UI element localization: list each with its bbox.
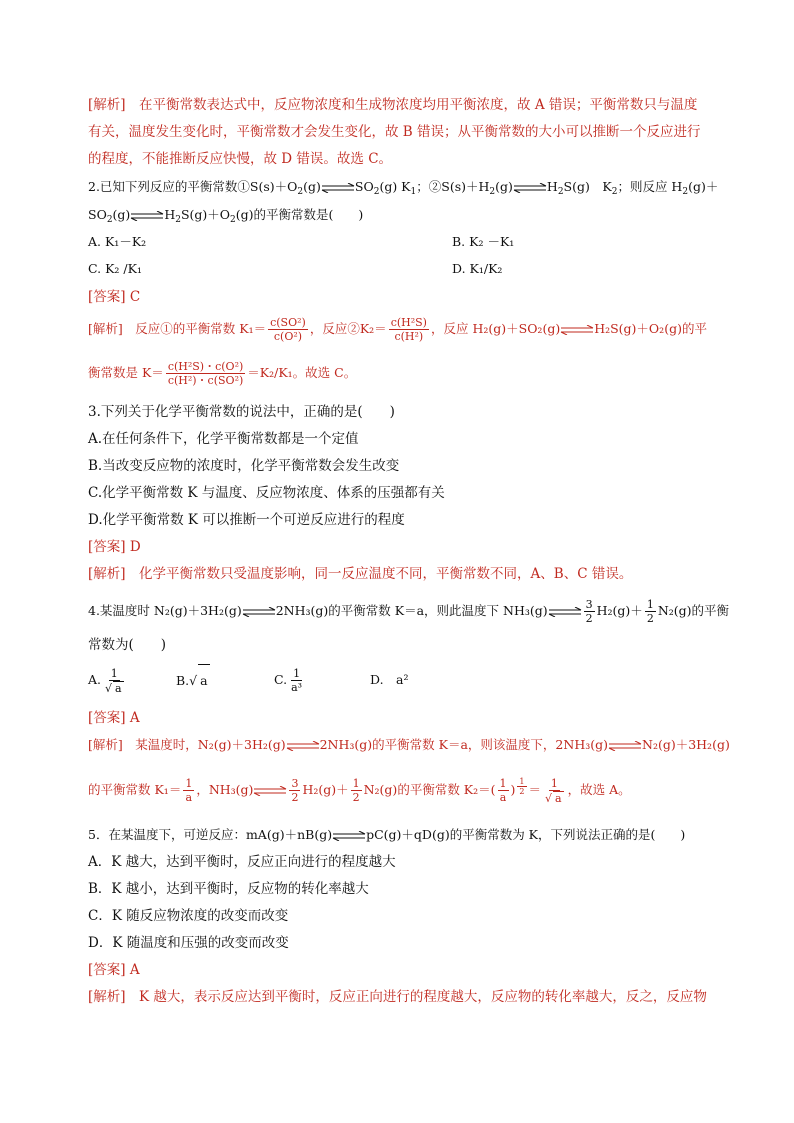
question-3-stem: 3.下列关于化学平衡常数的说法中，正确的是( )	[88, 404, 395, 420]
option-d: D. a²	[370, 672, 409, 687]
question-4-answer: [答案] A	[88, 710, 140, 726]
option-d: D. K₁/K₂	[452, 261, 503, 276]
question-2-options-row-1	[88, 233, 728, 251]
question-5-option-a: A．K 越大，达到平衡时，反应正向进行的程度越大	[88, 854, 396, 870]
option-b: B.√ a	[176, 664, 210, 697]
option-a: A. $\frac{1}{√ a}$	[88, 666, 122, 695]
question-3-option-b: B.当改变反应物的浓度时，化学平衡常数会发生改变	[88, 458, 400, 474]
question-5-answer: [答案] A	[88, 962, 140, 978]
fraction: $\frac{\text{c(H²S)・c(O²)}}{\text{c(H²)・c(SO²)}}$	[167, 360, 244, 387]
question-2-options-row-2	[88, 260, 728, 278]
question-4-stem-line-1: 4.某温度时 N₂(g)＋3H₂(g) 2NH₃(g)的平衡常数 K＝a，则此温度下 NH₃(g) $\frac{3}{2}$ H₂(g)＋ $\frac{1}{2}$ N₂(g)的平衡	[88, 598, 730, 625]
question-5-analysis: [解析] K 越大，表示反应达到平衡时，反应正向进行的程度越大，反应物的转化率越大，反之，反应物	[88, 989, 707, 1005]
equilibrium-arrow-icon	[332, 831, 366, 841]
equilibrium-arrow-icon	[242, 607, 276, 617]
equilibrium-arrow-icon	[548, 607, 582, 617]
question-4-analysis-line-2: 的平衡常数 K₁＝ $\frac{1}{a}$ ，NH₃(g) $\frac{3}{2}$ H₂(g)＋ $\frac{1}{2}$ N₂(g)的平衡常数 K₂＝( $\frac{1}{a}$ ) $^{\frac{1}{2}}$ ＝ $\frac{1}{√ a}$ ，故选 A。	[88, 776, 631, 805]
question-5-option-c: C．K 随反应物浓度的改变而改变	[88, 908, 289, 924]
equilibrium-arrow-icon	[560, 325, 594, 335]
equilibrium-arrow-icon	[513, 183, 547, 193]
option-c: C. $\frac{1}{\text{a³}}$	[274, 667, 303, 694]
fraction: $\frac{3}{2}$	[585, 598, 593, 625]
question-3-option-d: D.化学平衡常数 K 可以推断一个可逆反应进行的程度	[88, 512, 405, 528]
equilibrium-arrow-icon	[130, 211, 164, 221]
option-a: A. K₁－K₂	[88, 234, 147, 249]
equilibrium-arrow-icon	[253, 786, 287, 796]
equilibrium-arrow-icon	[321, 183, 355, 193]
fraction: $\frac{\text{c(H²S)}}{\text{c(H²)}}$	[390, 316, 427, 343]
option-b: B. K₂ －K₁	[452, 234, 515, 249]
question-4-analysis-line-1: [解析] 某温度时，N₂(g)＋3H₂(g) 2NH₃(g)的平衡常数 K＝a，则该温度下，2NH₃(g) N₂(g)＋3H₂(g)	[88, 737, 730, 752]
question-2-stem-line-1: 2.已知下列反应的平衡常数$①S(s)+O_2(g)$ $SO_2(g)$ $K_1$；$②S(s)+H_2(g)$ $H_2S(g)$ $K_2$；则反应 $H_2(g)+$	[88, 179, 719, 197]
question-5-option-d: D．K 随温度和压强的改变而改变	[88, 935, 289, 951]
analysis-1-line-1: [解析] 在平衡常数表达式中，反应物浓度和生成物浓度均用平衡浓度，故 A 错误；平衡常数只与温度	[88, 97, 698, 113]
analysis-tag: [解析]	[88, 97, 126, 113]
question-2-analysis-line-2: 衡常数是 K＝ $\frac{\text{c(H²S)・c(O²)}}{\text{c(H²)・c(SO²)}}$ ＝K₂/K₁。故选 C。	[88, 360, 357, 387]
question-4-stem-line-2: 常数为( )	[88, 637, 167, 653]
question-4-options	[88, 664, 728, 696]
question-3-answer: [答案] D	[88, 539, 141, 555]
option-c: C. K₂ /K₁	[88, 261, 142, 276]
question-5-stem: 5．在某温度下，可逆反应：mA(g)＋nB(g) pC(g)＋qD(g)的平衡常数为 K，下列说法正确的是( )	[88, 827, 686, 842]
question-2-analysis-line-1: [解析] 反应①的平衡常数 K₁＝ $\frac{\text{c(SO²)}}{\text{c(O²)}}$ ，反应②K₂＝ $\frac{\text{c(H²S)}}{\text{c(H²)}}$ ，反应 H₂(g)＋SO₂(g) H₂S(g)＋O₂(g)的平	[88, 316, 707, 343]
question-2-answer: [答案] C	[88, 289, 141, 305]
question-3-analysis: [解析] 化学平衡常数只受温度影响，同一反应温度不同，平衡常数不同，A、B、C 错误。	[88, 566, 633, 582]
analysis-1-line-3: 的程度，不能推断反应快慢，故 D 错误。故选 C。	[88, 151, 393, 167]
analysis-1-line-2: 有关，温度发生变化时，平衡常数才会发生变化，故 B 错误；从平衡常数的大小可以推断一个反应进行	[88, 124, 701, 140]
equilibrium-arrow-icon	[286, 741, 320, 751]
fraction: $\frac{\text{c(SO²)}}{\text{c(O²)}}$	[270, 316, 306, 343]
question-2-stem-line-2: $SO_2(g)$ $H_2S(g)+O_2(g)$的平衡常数是( )	[88, 207, 364, 225]
question-5-option-b: B．K 越小，达到平衡时，反应物的转化率越大	[88, 881, 369, 897]
fraction: $\frac{1}{2}$	[646, 598, 654, 625]
question-3-option-c: C.化学平衡常数 K 与温度、反应物浓度、体系的压强都有关	[88, 485, 445, 501]
question-3-option-a: A.在任何条件下，化学平衡常数都是一个定值	[88, 431, 359, 447]
equilibrium-arrow-icon	[608, 741, 642, 751]
